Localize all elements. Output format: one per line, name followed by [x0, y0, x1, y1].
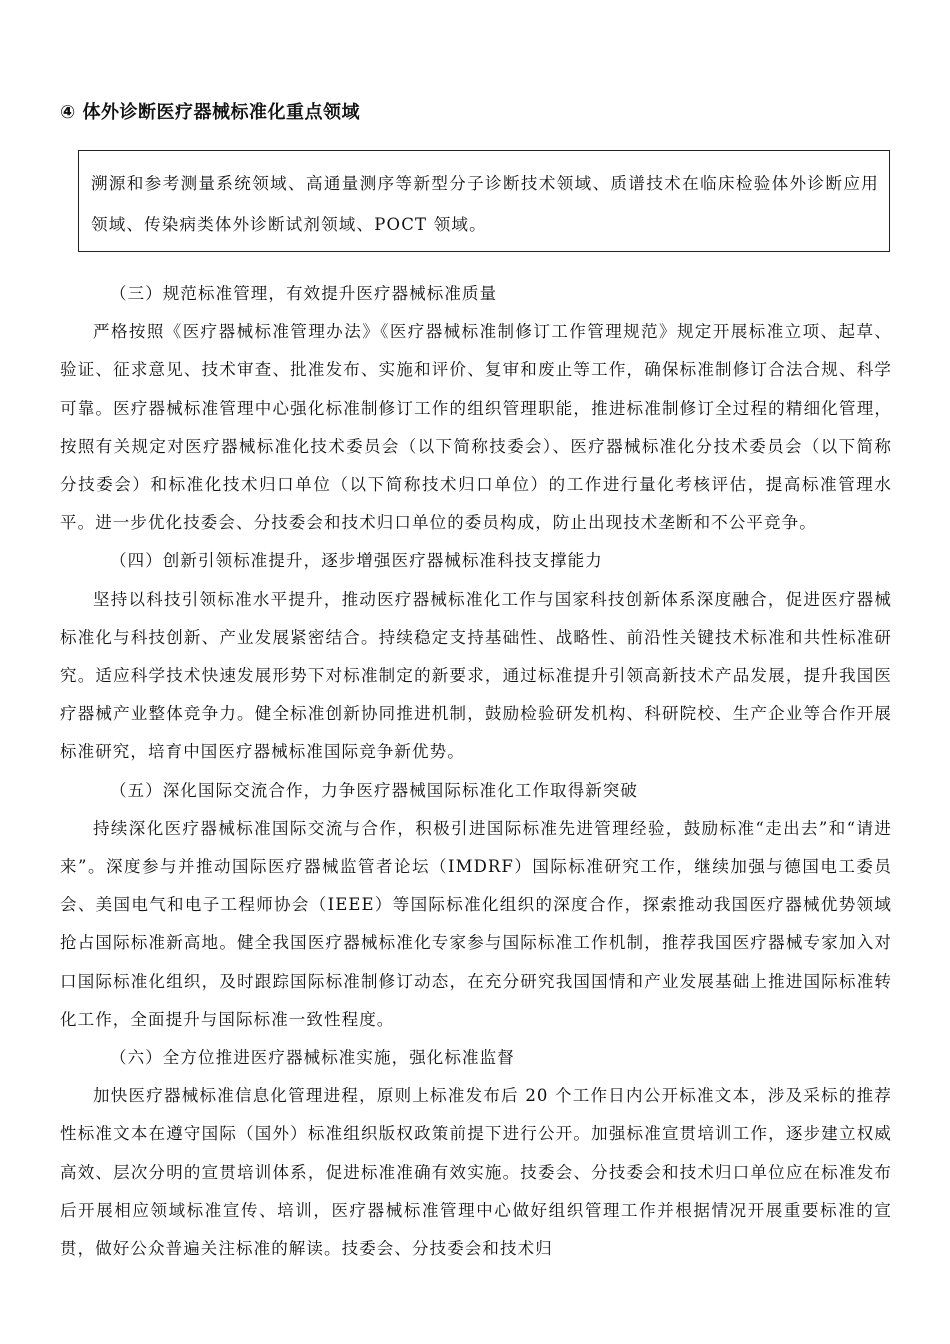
- boxed-key-areas: 溯源和参考测量系统领域、高通量测序等新型分子诊断技术领域、质谱技术在临床检验体外诊断应用领域、传染病类体外诊断试剂领域、POCT 领域。: [78, 150, 890, 252]
- paragraph-5: 持续深化医疗器械标准国际交流与合作，积极引进国际标准先进管理经验，鼓励标准“走出去”和“请进来”。深度参与并推动国际医疗器械监管者论坛（IMDRF）国际标准研究工作，继续加强与德国电工委员会、美国电气和电子工程师协会（IEEE）等国际标准化组织的深度合作，探索推动我国医疗器械优势领域抢占国际标准新高地。健全我国医疗器械标准化专家参与国际标准工作机制，推荐我国医疗器械专家加入对口国际标准化组织，及时跟踪国际标准制修订动态，在充分研究我国国情和产业发展基础上推进国际标准转化工作，全面提升与国际标准一致性程度。: [60, 818, 892, 1029]
- paragraph-6: 加快医疗器械标准信息化管理进程，原则上标准发布后 20 个工作日内公开标准文本，涉及采标的推荐性标准文本在遵守国际（国外）标准组织版权政策前提下进行公开。加强标准宣贯培训工作，逐步建立权威高效、层次分明的宣贯培训体系，促进标准准确有效实施。技委会、分技委会和技术归口单位应在标准发布后开展相应领域标准宣传、培训，医疗器械标准管理中心做好组织管理工作并根据情况开展重要标准的宣贯，做好公众普遍关注标准的解读。技委会、分技委会和技术归: [60, 1086, 892, 1259]
- body-text: [60, 275, 892, 1268]
- paragraph-4: 坚持以科技引领标准水平提升，推动医疗器械标准化工作与国家科技创新体系深度融合，促进医疗器械标准化与科技创新、产业发展紧密结合。持续稳定支持基础性、战略性、前沿性关键技术标准和共性标准研究。适应科学技术快速发展形势下对标准制定的新要求，通过标准提升引领高新技术产品发展，提升我国医疗器械产业整体竞争力。健全标准创新协同推进机制，鼓励检验研发机构、科研院校、生产企业等合作开展标准研究，培育中国医疗器械标准国际竞争新优势。: [60, 589, 892, 762]
- paragraph-3: 严格按照《医疗器械标准管理办法》《医疗器械标准制修订工作管理规范》规定开展标准立项、起草、验证、征求意见、技术审查、批准发布、实施和评价、复审和废止等工作，确保标准制修订合法合规、科学可靠。医疗器械标准管理中心强化标准制修订工作的组织管理职能，推进标准制修订全过程的精细化管理，按照有关规定对医疗器械标准化技术委员会（以下简称技委会）、医疗器械标准化分技术委员会（以下简称分技委会）和标准化技术归口单位（以下简称技术归口单位）的工作进行量化考核评估，提高标准管理水平。进一步优化技委会、分技委会和技术归口单位的委员构成，防止出现技术垄断和不公平竞争。: [60, 322, 892, 533]
- section-heading-ivd: ④ 体外诊断医疗器械标准化重点领域: [60, 102, 361, 123]
- section-heading-5: （五）深化国际交流合作，力争医疗器械国际标准化工作取得新突破: [110, 780, 638, 800]
- section-heading-4: （四）创新引领标准提升，逐步增强医疗器械标准科技支撑能力: [110, 551, 603, 571]
- section-heading-3: （三）规范标准管理，有效提升医疗器械标准质量: [110, 284, 498, 303]
- section-heading-6: （六）全方位推进医疗器械标准实施，强化标准监督: [110, 1048, 515, 1068]
